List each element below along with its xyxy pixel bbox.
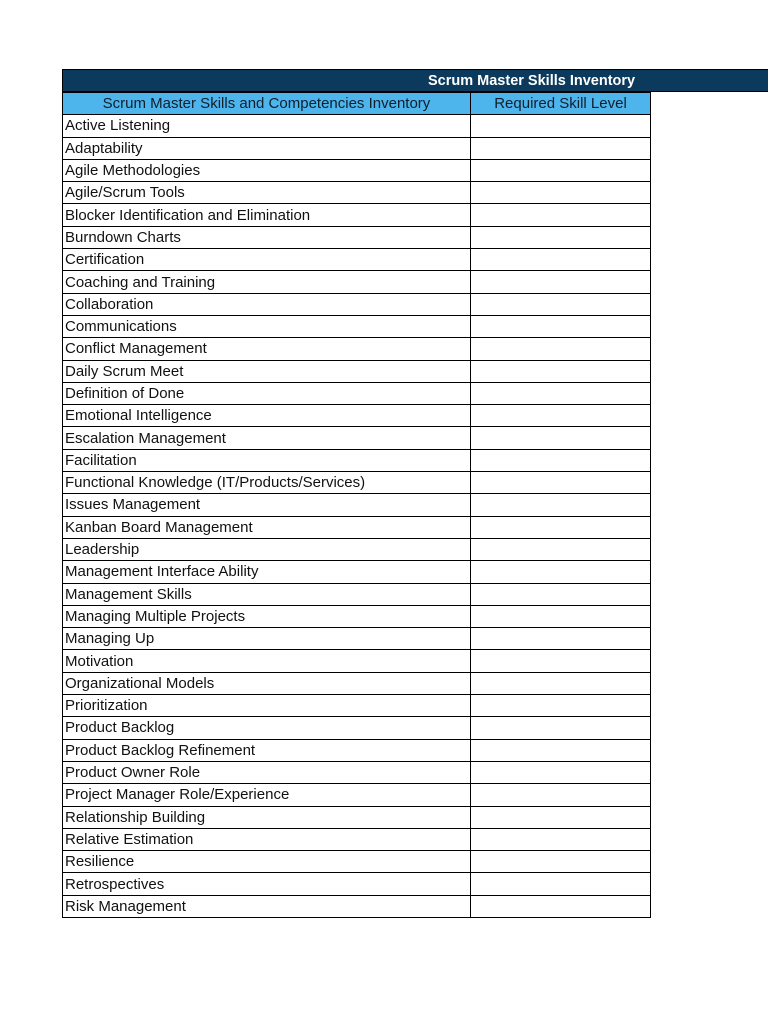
- table-row: [63, 628, 651, 650]
- skill-name-cell[interactable]: Conflict Management: [63, 338, 471, 360]
- skill-name-cell[interactable]: Project Manager Role/Experience: [63, 784, 471, 806]
- table-row: [63, 115, 651, 137]
- skill-name-cell[interactable]: Prioritization: [63, 695, 471, 717]
- sheet-title: Scrum Master Skills Inventory: [428, 73, 636, 89]
- skills-table: [62, 92, 651, 918]
- skill-name-cell[interactable]: Definition of Done: [63, 382, 471, 404]
- required-skill-level-cell[interactable]: [471, 382, 651, 404]
- column-header-skill[interactable]: Scrum Master Skills and Competencies Inventory: [63, 93, 471, 115]
- skill-name-cell[interactable]: Managing Multiple Projects: [63, 605, 471, 627]
- table-row: [63, 472, 651, 494]
- skills-table-body: [63, 115, 651, 918]
- required-skill-level-cell[interactable]: [471, 115, 651, 137]
- required-skill-level-cell[interactable]: [471, 315, 651, 337]
- skill-name-cell[interactable]: Adaptability: [63, 137, 471, 159]
- skill-name-cell[interactable]: Motivation: [63, 650, 471, 672]
- required-skill-level-cell[interactable]: [471, 293, 651, 315]
- skill-name-cell[interactable]: Issues Management: [63, 494, 471, 516]
- table-row: [63, 427, 651, 449]
- required-skill-level-cell[interactable]: [471, 873, 651, 895]
- skill-name-cell[interactable]: Organizational Models: [63, 672, 471, 694]
- skill-name-cell[interactable]: Kanban Board Management: [63, 516, 471, 538]
- required-skill-level-cell[interactable]: [471, 360, 651, 382]
- required-skill-level-cell[interactable]: [471, 204, 651, 226]
- required-skill-level-cell[interactable]: [471, 761, 651, 783]
- table-row: [63, 338, 651, 360]
- table-row: [63, 672, 651, 694]
- required-skill-level-cell[interactable]: [471, 271, 651, 293]
- table-row: [63, 717, 651, 739]
- table-row: [63, 137, 651, 159]
- table-row: [63, 226, 651, 248]
- required-skill-level-cell[interactable]: [471, 806, 651, 828]
- skill-name-cell[interactable]: Management Interface Ability: [63, 561, 471, 583]
- table-row: [63, 449, 651, 471]
- skill-name-cell[interactable]: Relative Estimation: [63, 828, 471, 850]
- skill-name-cell[interactable]: Risk Management: [63, 895, 471, 917]
- required-skill-level-cell[interactable]: [471, 672, 651, 694]
- required-skill-level-cell[interactable]: [471, 784, 651, 806]
- skill-name-cell[interactable]: Facilitation: [63, 449, 471, 471]
- required-skill-level-cell[interactable]: [471, 605, 651, 627]
- skill-name-cell[interactable]: Daily Scrum Meet: [63, 360, 471, 382]
- table-row: [63, 494, 651, 516]
- table-row: [63, 583, 651, 605]
- skill-name-cell[interactable]: Blocker Identification and Elimination: [63, 204, 471, 226]
- table-row: [63, 605, 651, 627]
- required-skill-level-cell[interactable]: [471, 895, 651, 917]
- skill-name-cell[interactable]: Retrospectives: [63, 873, 471, 895]
- skill-name-cell[interactable]: Functional Knowledge (IT/Products/Services): [63, 472, 471, 494]
- table-row: [63, 784, 651, 806]
- skill-name-cell[interactable]: Relationship Building: [63, 806, 471, 828]
- required-skill-level-cell[interactable]: [471, 851, 651, 873]
- table-row: [63, 739, 651, 761]
- table-row: [63, 315, 651, 337]
- skill-name-cell[interactable]: Escalation Management: [63, 427, 471, 449]
- skill-name-cell[interactable]: Emotional Intelligence: [63, 405, 471, 427]
- table-row: [63, 806, 651, 828]
- skill-name-cell[interactable]: Leadership: [63, 538, 471, 560]
- skills-inventory-sheet: [62, 69, 768, 918]
- table-row: [63, 159, 651, 181]
- required-skill-level-cell[interactable]: [471, 405, 651, 427]
- table-row: [63, 873, 651, 895]
- skill-name-cell[interactable]: Product Backlog Refinement: [63, 739, 471, 761]
- required-skill-level-cell[interactable]: [471, 538, 651, 560]
- required-skill-level-cell[interactable]: [471, 650, 651, 672]
- table-row: [63, 249, 651, 271]
- skill-name-cell[interactable]: Collaboration: [63, 293, 471, 315]
- table-row: [63, 204, 651, 226]
- table-row: [63, 561, 651, 583]
- skill-name-cell[interactable]: Product Owner Role: [63, 761, 471, 783]
- required-skill-level-cell[interactable]: [471, 516, 651, 538]
- required-skill-level-cell[interactable]: [471, 182, 651, 204]
- skill-name-cell[interactable]: Managing Up: [63, 628, 471, 650]
- table-row: [63, 293, 651, 315]
- required-skill-level-cell[interactable]: [471, 739, 651, 761]
- required-skill-level-cell[interactable]: [471, 249, 651, 271]
- table-row: [63, 761, 651, 783]
- required-skill-level-cell[interactable]: [471, 472, 651, 494]
- table-row: [63, 650, 651, 672]
- required-skill-level-cell[interactable]: [471, 427, 651, 449]
- skill-name-cell[interactable]: Management Skills: [63, 583, 471, 605]
- skill-name-cell[interactable]: Active Listening: [63, 115, 471, 137]
- table-row: [63, 182, 651, 204]
- required-skill-level-cell[interactable]: [471, 828, 651, 850]
- required-skill-level-cell[interactable]: [471, 583, 651, 605]
- required-skill-level-cell[interactable]: [471, 137, 651, 159]
- table-row: [63, 828, 651, 850]
- skill-name-cell[interactable]: Agile Methodologies: [63, 159, 471, 181]
- skill-name-cell[interactable]: Burndown Charts: [63, 226, 471, 248]
- skill-name-cell[interactable]: Product Backlog: [63, 717, 471, 739]
- required-skill-level-cell[interactable]: [471, 159, 651, 181]
- required-skill-level-cell[interactable]: [471, 226, 651, 248]
- required-skill-level-cell[interactable]: [471, 561, 651, 583]
- required-skill-level-cell[interactable]: [471, 717, 651, 739]
- table-row: [63, 695, 651, 717]
- table-row: [63, 405, 651, 427]
- skill-name-cell[interactable]: Certification: [63, 249, 471, 271]
- required-skill-level-cell[interactable]: [471, 449, 651, 471]
- table-row: [63, 895, 651, 917]
- required-skill-level-cell[interactable]: [471, 338, 651, 360]
- table-row: [63, 851, 651, 873]
- sheet-title-bar: [62, 69, 768, 92]
- table-row: [63, 360, 651, 382]
- table-row: [63, 538, 651, 560]
- required-skill-level-cell[interactable]: [471, 695, 651, 717]
- skill-name-cell[interactable]: Communications: [63, 315, 471, 337]
- skill-name-cell[interactable]: Coaching and Training: [63, 271, 471, 293]
- table-row: [63, 382, 651, 404]
- required-skill-level-cell[interactable]: [471, 628, 651, 650]
- required-skill-level-cell[interactable]: [471, 494, 651, 516]
- skill-name-cell[interactable]: Agile/Scrum Tools: [63, 182, 471, 204]
- table-row: [63, 516, 651, 538]
- column-header-level[interactable]: Required Skill Level: [471, 93, 651, 115]
- header-row: [63, 93, 651, 115]
- table-row: [63, 271, 651, 293]
- skill-name-cell[interactable]: Resilience: [63, 851, 471, 873]
